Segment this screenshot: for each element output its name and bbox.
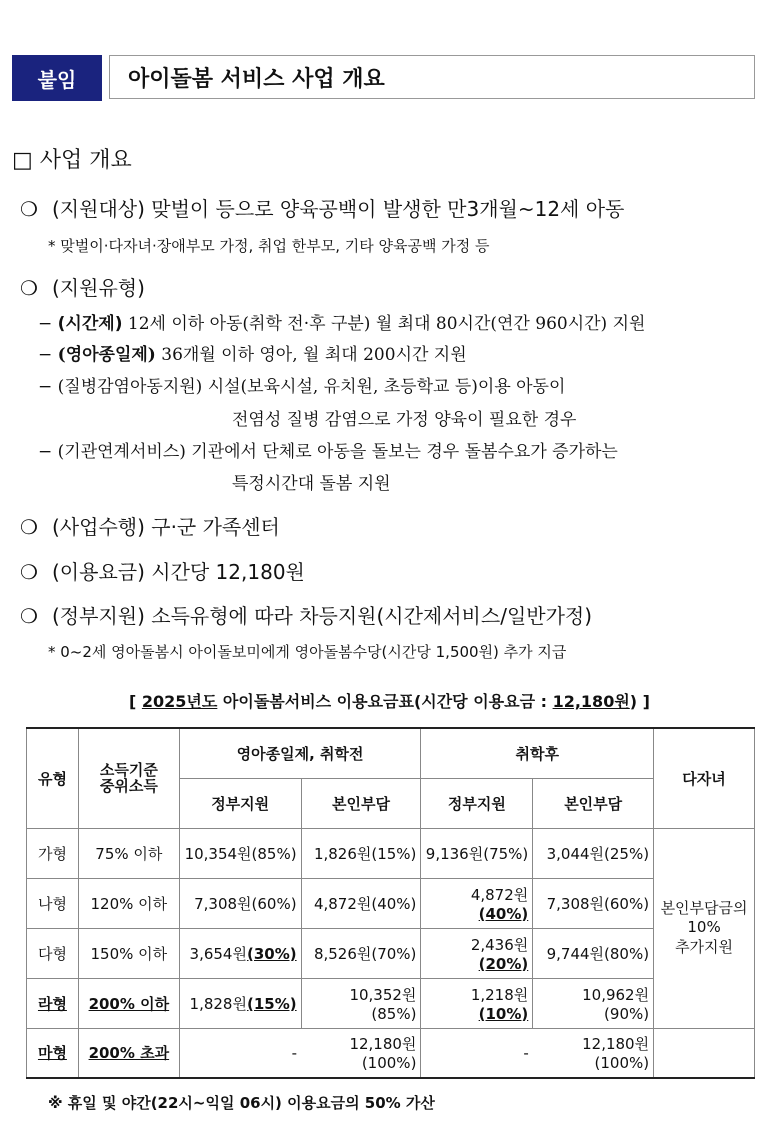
note-infant-allowance: * 0~2세 영아돌봄시 아이돌보미에게 영아돌봄수당(시간당 1,500원) 추가 지급 xyxy=(48,643,567,661)
cell-g2-gov xyxy=(421,878,533,928)
cell-income: 200% 초과 xyxy=(78,1028,179,1078)
cell-amount: 4,872원 xyxy=(470,885,529,904)
type-text: 12세 이하 아동(취학 전·후 구분) 월 최대 80시간(연간 960시간) 지원 xyxy=(122,314,646,334)
title-year: 2025년도 xyxy=(141,692,218,711)
type-item-illness xyxy=(38,372,565,397)
cell-percent: (10%) xyxy=(478,1004,529,1023)
cell-type: 나형 xyxy=(27,878,79,928)
bullet-icon: ❍ xyxy=(20,560,38,584)
cell-g2-self: 12,180원(100%) xyxy=(533,1028,654,1078)
cell-multi-child-empty xyxy=(654,1028,755,1078)
cell-g2-gov xyxy=(421,978,533,1028)
cell-percent: (30%) xyxy=(246,944,297,963)
dash-marker: − xyxy=(38,377,53,397)
cell-type: 라형 xyxy=(27,978,79,1028)
cell-income: 150% 이하 xyxy=(78,928,179,978)
bullet-operation xyxy=(20,511,280,540)
fee-table xyxy=(26,727,755,1079)
cell-g1-gov: - xyxy=(179,1028,301,1078)
type-label: (질병감염아동지원) xyxy=(57,377,203,397)
cell-g1-self: 1,826원(15%) xyxy=(301,828,421,878)
bullet-types xyxy=(20,272,145,301)
header-group-school: 취학후 xyxy=(421,728,654,778)
cell-type: 가형 xyxy=(27,828,79,878)
title-bracket-open: [ xyxy=(129,692,142,711)
title-bracket-close: ) ] xyxy=(629,692,650,711)
cell-percent: (20%) xyxy=(478,954,529,973)
table-row xyxy=(27,978,755,1028)
bullet-text: (지원유형) xyxy=(52,276,145,300)
table-row xyxy=(27,928,755,978)
cell-g1-self: 8,526원(70%) xyxy=(301,928,421,978)
bullet-text: (이용요금) 시간당 12,180원 xyxy=(52,560,305,584)
cell-g1-self: 4,872원(40%) xyxy=(301,878,421,928)
cell-type: 다형 xyxy=(27,928,79,978)
type-text: 시설(보육시설, 유치원, 초등학교 등)이용 아동이 xyxy=(202,377,566,397)
type-text: 36개월 이하 영아, 월 최대 200시간 지원 xyxy=(155,345,467,365)
table-row xyxy=(27,1028,755,1078)
type-item-institution-cont: 특정시간대 돌봄 지원 xyxy=(232,474,391,494)
type-item-illness-cont: 전염성 질병 감염으로 가정 양육이 필요한 경우 xyxy=(232,410,577,430)
cell-g2-gov xyxy=(421,928,533,978)
bullet-target xyxy=(20,193,624,222)
type-text: 기관에서 단체로 아동을 돌보는 경우 돌봄수요가 증가하는 xyxy=(185,442,618,462)
table-row xyxy=(27,878,755,928)
cell-g2-gov: 9,136원(75%) xyxy=(421,828,533,878)
cell-g1-gov: 10,354원(85%) xyxy=(179,828,301,878)
title-mid: 아이돌봄서비스 이용요금표(시간당 이용요금 : xyxy=(217,692,553,711)
dash-marker: − xyxy=(38,314,53,334)
header-gov: 정부지원 xyxy=(421,778,533,828)
type-item-hourly xyxy=(38,309,645,334)
cell-income: 120% 이하 xyxy=(78,878,179,928)
header-income: 소득기준 중위소득 xyxy=(78,728,179,828)
cell-type: 마형 xyxy=(27,1028,79,1078)
header-self: 본인부담 xyxy=(301,778,421,828)
title-price: 12,180원 xyxy=(552,692,630,711)
header-type: 유형 xyxy=(27,728,79,828)
cell-amount: 2,436원 xyxy=(470,935,529,954)
bullet-icon: ❍ xyxy=(20,276,38,300)
cell-g2-self: 7,308원(60%) xyxy=(533,878,654,928)
header-gov: 정부지원 xyxy=(179,778,301,828)
bullet-text: (사업수행) 구·군 가족센터 xyxy=(52,515,280,539)
cell-g2-gov: - xyxy=(421,1028,533,1078)
cell-amount: 1,218원 xyxy=(470,985,529,1004)
header-self: 본인부담 xyxy=(533,778,654,828)
cell-amount: 1,828원 xyxy=(189,994,247,1013)
type-label: (영아종일제) xyxy=(57,345,156,365)
cell-g1-gov: 7,308원(60%) xyxy=(179,878,301,928)
cell-percent: (15%) xyxy=(246,994,297,1013)
cell-g1-gov xyxy=(179,978,301,1028)
header-group-infant: 영아종일제, 취학전 xyxy=(179,728,421,778)
table-title xyxy=(0,689,779,712)
cell-g1-gov xyxy=(179,928,301,978)
dash-marker: − xyxy=(38,345,53,365)
type-item-infant xyxy=(38,340,467,365)
cell-income: 200% 이하 xyxy=(78,978,179,1028)
page-header xyxy=(12,55,757,101)
bullet-fee xyxy=(20,556,305,585)
section-heading: □ 사업 개요 xyxy=(12,148,132,173)
cell-g1-self: 12,180원(100%) xyxy=(301,1028,421,1078)
bullet-icon: ❍ xyxy=(20,604,38,628)
bullet-text: (지원대상) 맞벌이 등으로 양육공백이 발생한 만3개월~12세 아동 xyxy=(52,197,625,221)
table-row xyxy=(27,828,755,878)
type-item-institution xyxy=(38,437,618,462)
cell-g2-self: 10,962원(90%) xyxy=(533,978,654,1028)
dash-marker: − xyxy=(38,442,53,462)
cell-multi-child-note: 본인부담금의 10% 추가지원 xyxy=(654,828,755,1028)
bullet-gov-support xyxy=(20,600,592,629)
bullet-icon: ❍ xyxy=(20,515,38,539)
bullet-text: (정부지원) 소득유형에 따라 차등지원(시간제서비스/일반가정) xyxy=(52,604,593,628)
cell-percent: (40%) xyxy=(478,904,529,923)
cell-income: 75% 이하 xyxy=(78,828,179,878)
cell-g2-self: 3,044원(25%) xyxy=(533,828,654,878)
cell-g2-self: 9,744원(80%) xyxy=(533,928,654,978)
attachment-badge: 붙임 xyxy=(12,55,102,101)
cell-g1-self: 10,352원(85%) xyxy=(301,978,421,1028)
note-target: * 맞벌이·다자녀·장애부모 가정, 취업 한부모, 기타 양육공백 가정 등 xyxy=(48,237,490,255)
page-title: 아이돌봄 서비스 사업 개요 xyxy=(109,55,755,99)
header-multi-child: 다자녀 xyxy=(654,728,755,828)
type-label: (기관연계서비스) xyxy=(57,442,186,462)
type-label: (시간제) xyxy=(57,314,123,334)
footnote: ※ 휴일 및 야간(22시~익일 06시) 이용요금의 50% 가산 xyxy=(48,1094,435,1112)
cell-amount: 3,654원 xyxy=(189,944,247,963)
bullet-icon: ❍ xyxy=(20,197,38,221)
